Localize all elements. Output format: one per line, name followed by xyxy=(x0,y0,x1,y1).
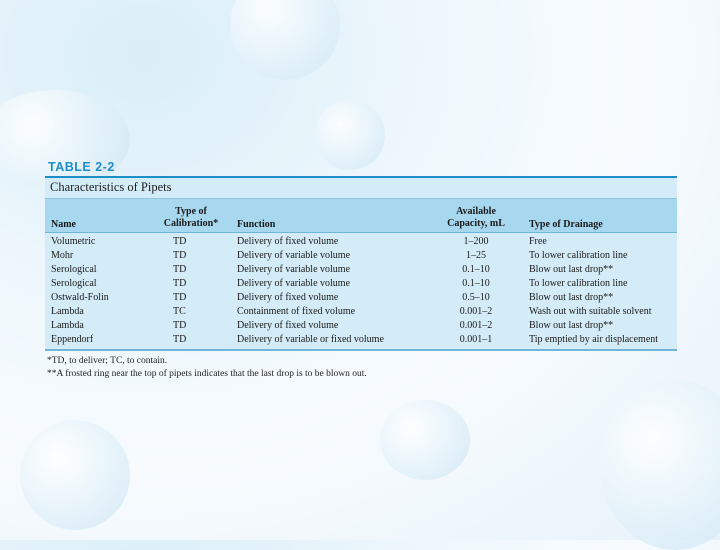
table-row xyxy=(45,332,677,346)
table-row xyxy=(45,262,677,276)
cell-drainage: To lower calibration line xyxy=(529,249,628,261)
cell-drainage: Tip emptied by air displacement xyxy=(529,333,659,345)
cell-drainage: Free xyxy=(529,235,547,247)
cell-capacity: 1–200 xyxy=(463,235,489,247)
table-row xyxy=(45,276,677,290)
cell-name: Serological xyxy=(51,277,97,289)
cell-calibration: TC xyxy=(173,305,186,317)
cell-capacity: 1–25 xyxy=(466,249,486,261)
table-header-row xyxy=(45,199,677,233)
cell-name: Mohr xyxy=(51,249,74,261)
header-name: Name xyxy=(51,219,76,230)
cell-capacity: 0.1–10 xyxy=(462,263,490,275)
background-bubble xyxy=(600,380,720,550)
table-row xyxy=(45,304,677,318)
background-bubble xyxy=(20,420,130,530)
cell-function: Delivery of fixed volume xyxy=(237,235,339,247)
cell-name: Lambda xyxy=(51,305,84,317)
cell-function: Delivery of variable volume xyxy=(237,263,351,275)
cell-drainage: Wash out with suitable solvent xyxy=(529,305,652,317)
cell-calibration: TD xyxy=(173,333,187,345)
header-function: Function xyxy=(237,219,276,230)
cell-calibration: TD xyxy=(173,249,187,261)
header-calibration-line2: Calibration* xyxy=(163,218,219,229)
cell-function: Delivery of variable volume xyxy=(237,249,351,261)
table-row xyxy=(45,290,677,304)
header-calibration xyxy=(145,206,237,230)
header-calibration-line1: Type of xyxy=(175,206,207,217)
cell-name: Volumetric xyxy=(51,235,96,247)
cell-name: Lambda xyxy=(51,319,84,331)
table-body xyxy=(45,233,677,351)
cell-function: Delivery of fixed volume xyxy=(237,291,339,303)
footnote-1: *TD, to deliver; TC, to contain. xyxy=(47,356,168,366)
cell-drainage: Blow out last drop** xyxy=(529,291,614,303)
cell-function: Delivery of variable or fixed volume xyxy=(237,333,384,345)
table-row xyxy=(45,318,677,332)
cell-calibration: TD xyxy=(173,291,187,303)
cell-capacity: 0.001–1 xyxy=(459,333,493,345)
cell-drainage: To lower calibration line xyxy=(529,277,628,289)
header-capacity xyxy=(427,206,525,230)
header-drainage: Type of Drainage xyxy=(529,219,603,230)
table-row xyxy=(45,234,677,248)
cell-capacity: 0.5–10 xyxy=(462,291,490,303)
cell-name: Eppendorf xyxy=(51,333,94,345)
table-figure xyxy=(45,160,677,381)
header-capacity-line1: Available xyxy=(456,206,496,217)
cell-calibration: TD xyxy=(173,319,187,331)
cell-function: Containment of fixed volume xyxy=(237,305,356,317)
table-row xyxy=(45,248,677,262)
table-label: TABLE 2-2 xyxy=(48,160,115,174)
cell-drainage: Blow out last drop** xyxy=(529,319,614,331)
background-bubble xyxy=(380,400,470,480)
footnote-2: **A frosted ring near the top of pipets indicates that the last drop is to be blown out. xyxy=(47,369,367,379)
header-capacity-line2: Capacity, mL xyxy=(447,218,505,229)
cell-calibration: TD xyxy=(173,277,187,289)
cell-capacity: 0.1–10 xyxy=(462,277,490,289)
cell-name: Serological xyxy=(51,263,97,275)
cell-drainage: Blow out last drop** xyxy=(529,263,614,275)
table-footnotes xyxy=(45,355,677,381)
cell-calibration: TD xyxy=(173,263,187,275)
cell-capacity: 0.001–2 xyxy=(459,305,493,317)
cell-name: Ostwald-Folin xyxy=(51,291,109,303)
cell-capacity: 0.001–2 xyxy=(459,319,493,331)
cell-calibration: TD xyxy=(173,235,187,247)
cell-function: Delivery of fixed volume xyxy=(237,319,339,331)
background-bubble xyxy=(230,0,340,80)
cell-function: Delivery of variable volume xyxy=(237,277,351,289)
table-caption: Characteristics of Pipets xyxy=(45,178,677,199)
